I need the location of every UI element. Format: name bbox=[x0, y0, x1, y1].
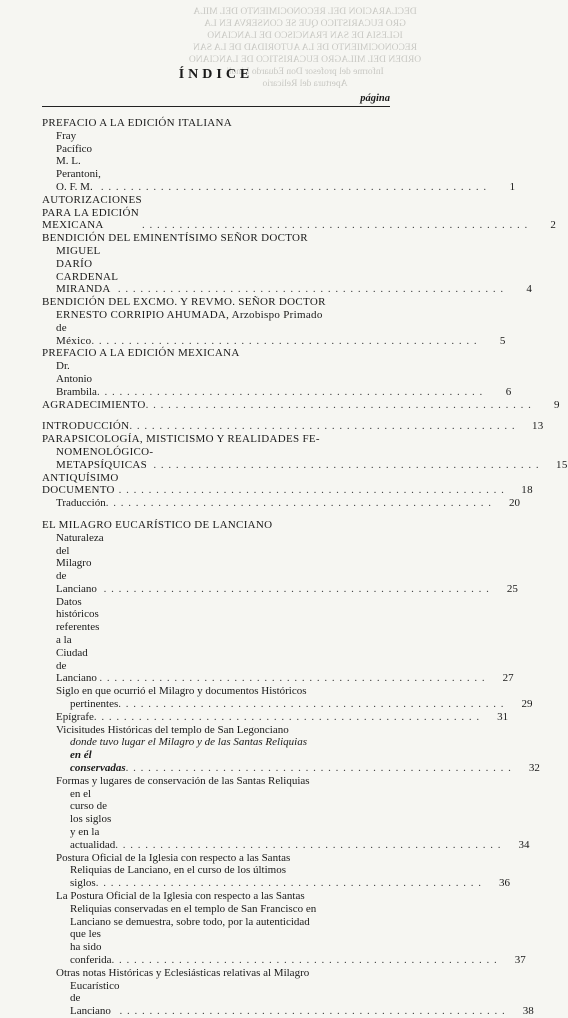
toc-entry-text: de México bbox=[56, 321, 92, 347]
toc-entry bbox=[42, 519, 390, 532]
page-number: 29 bbox=[521, 698, 533, 711]
toc-entry-text: PREFACIO A LA EDICIÓN MEXICANA bbox=[42, 347, 240, 360]
toc-entry-text: en él conservadas bbox=[70, 749, 126, 775]
dot-leader: . . . . . . . . . . . . . . . . . . . . . . . . . . . . . . . . . . . . . . . . . . . . . . . . . . . . bbox=[125, 762, 512, 775]
section-gap bbox=[42, 411, 390, 420]
page-number: 32 bbox=[528, 762, 540, 775]
toc-entry-text: Datos históricos referentes a la Ciudad de Lanciano bbox=[56, 595, 100, 685]
toc-entry-text: NOMENOLÓGICO-METAPSÍQUICAS bbox=[56, 445, 154, 471]
dot-leader: . . . . . . . . . . . . . . . . . . . . . . . . . . . . . . . . . . . . . . . . . . . . . . . . . . . . bbox=[117, 283, 505, 296]
toc-entry-text: Reliquias conservadas en el templo de San Francisco en bbox=[70, 902, 317, 915]
toc-entry bbox=[42, 531, 518, 596]
toc-entry-text: PREFACIO A LA EDICIÓN ITALIANA bbox=[42, 117, 233, 129]
toc-entry-text: pertinentes bbox=[70, 698, 119, 711]
toc-entry-text: Lanciano se demuestra, sobre todo, por la autenticidad bbox=[70, 915, 310, 928]
toc-entry bbox=[42, 232, 533, 296]
ghost-line: GRO EUCARISTICO QUE SE CONSERVA EN LA bbox=[204, 19, 406, 29]
page-number: 2 bbox=[550, 219, 557, 232]
dot-leader: . . . . . . . . . . . . . . . . . . . . . . . . . . . . . . . . . . . . . . . . . . . . . . . . . . . . bbox=[91, 334, 478, 347]
dot-leader: . . . . . . . . . . . . . . . . . . . . . . . . . . . . . . . . . . . . . . . . . . . . . . . . . . . . bbox=[99, 672, 486, 685]
toc-entry-text: Traducción bbox=[56, 497, 106, 510]
dot-leader: . . . . . . . . . . . . . . . . . . . . . . . . . . . . . . . . . . . . . . . . . . . . . . . . . . . . bbox=[115, 838, 502, 851]
toc-entry bbox=[42, 774, 530, 852]
toc-entry bbox=[42, 710, 509, 724]
page-number: 6 bbox=[505, 385, 512, 398]
dot-leader: . . . . . . . . . . . . . . . . . . . . . . . . . . . . . . . . . . . . . . . . . . . . . . . . . . . . bbox=[96, 385, 484, 398]
toc-entry-text: en el curso de los siglos y en la actualidad bbox=[70, 787, 116, 851]
page-number: 36 bbox=[498, 877, 510, 890]
toc-entry bbox=[42, 360, 512, 398]
page-number: 1 bbox=[509, 180, 516, 193]
dot-leader: . . . . . . . . . . . . . . . . . . . . . . . . . . . . . . . . . . . . . . . . . . . . . . . . . . . . bbox=[100, 180, 488, 193]
page-number: 37 bbox=[514, 954, 526, 966]
toc-entry-text: BENDICIÓN DEL EMINENTÍSIMO SEÑOR DOCTOR bbox=[42, 232, 308, 245]
ghost-line: ORDEN DEL MILAGRO EUCARISTICO DE LANCIANO bbox=[188, 55, 422, 65]
table-of-contents bbox=[42, 117, 568, 1018]
page-number: 13 bbox=[531, 420, 544, 433]
dot-leader: . . . . . . . . . . . . . . . . . . . . . . . . . . . . . . . . . . . . . . . . . . . . . . . . . . . . bbox=[141, 219, 529, 232]
toc-entry-text: donde tuvo lugar el Milagro y de las Santas Reliquias bbox=[70, 736, 307, 749]
toc-entry bbox=[42, 851, 510, 890]
page-number: 5 bbox=[499, 334, 506, 347]
toc-entry bbox=[42, 296, 506, 347]
dot-leader: . . . . . . . . . . . . . . . . . . . . . . . . . . . . . . . . . . . . . . . . . . . . . . . . . . . . bbox=[118, 484, 505, 497]
toc-entry-text: que les ha sido conferida bbox=[70, 928, 112, 966]
toc-entry-text: Epígrafe bbox=[56, 710, 94, 723]
page-number: 20 bbox=[508, 497, 520, 510]
toc-entry bbox=[42, 966, 534, 1018]
toc-entry bbox=[42, 471, 533, 498]
toc-entry-text: Siglo en que ocurrió el Milagro y documentos Históricos bbox=[56, 685, 307, 698]
toc-entry-text: Postura Oficial de la Iglesia con respecto a las Santas bbox=[56, 851, 291, 864]
dot-leader: . . . . . . . . . . . . . . . . . . . . . . . . . . . . . . . . . . . . . . . . . . . . . . . . . . . . bbox=[118, 698, 505, 711]
toc-entry-text: BENDICIÓN DEL EXCMO. Y REVMO. SEÑOR DOCTOR bbox=[42, 296, 326, 309]
dot-leader: . . . . . . . . . . . . . . . . . . . . . . . . . . . . . . . . . . . . . . . . . . . . . . . . . . . . bbox=[129, 420, 516, 433]
page-number: 34 bbox=[518, 838, 530, 851]
toc-entry bbox=[42, 595, 514, 686]
page-number: 4 bbox=[526, 283, 533, 296]
toc-entry-text: AUTORIZACIONES PARA LA EDICIÓN MEXICANA bbox=[42, 193, 142, 232]
ghost-line: IGLESIA DE SAN FRANCISCO DE LANCIANO bbox=[207, 31, 403, 41]
toc-entry bbox=[42, 723, 540, 775]
toc-entry bbox=[42, 193, 557, 232]
dot-leader: . . . . . . . . . . . . . . . . . . . . . . . . . . . . . . . . . . . . . . . . . . . . . . . . . . . . bbox=[145, 398, 532, 411]
ghost-line: Informe del profesor Don Eduardo Linoli bbox=[226, 67, 384, 77]
toc-entry-text: Fray Pacífico M. L. Perantoni, O. F. M. bbox=[56, 129, 101, 193]
toc-entry-text: MIGUEL DARÍO CARDENAL MIRANDA bbox=[56, 244, 118, 296]
toc-entry-text: AGRADECIMIENTO bbox=[42, 398, 146, 411]
toc-entry bbox=[42, 890, 526, 967]
page-column-header: página bbox=[42, 92, 390, 107]
section-gap bbox=[42, 510, 390, 519]
toc-entry-text: ANTIQUÍSIMO DOCUMENTO bbox=[42, 471, 119, 497]
toc-entry-text: Otras notas Históricas y Eclesiásticas relativas al Milagro bbox=[56, 966, 310, 979]
toc-entry-text: Dr. Antonio Brambila bbox=[56, 360, 97, 398]
dot-leader: . . . . . . . . . . . . . . . . . . . . . . . . . . . . . . . . . . . . . . . . . . . . . . . . . . . . bbox=[103, 582, 490, 595]
toc-entry-text: Formas y lugares de conservación de las Santas Reliquias bbox=[56, 774, 310, 787]
toc-entry-text: Eucarístico de Lanciano bbox=[70, 979, 120, 1018]
toc-entry-text: PARAPSICOLOGÍA, MISTICISMO Y REALIDADES FE- bbox=[42, 433, 320, 446]
page-number: 25 bbox=[506, 582, 518, 595]
page-number: 38 bbox=[522, 1005, 534, 1018]
page-number: 18 bbox=[521, 484, 533, 497]
page-number: 15 bbox=[556, 458, 568, 471]
toc-entry bbox=[42, 117, 390, 130]
dot-leader: . . . . . . . . . . . . . . . . . . . . . . . . . . . . . . . . . . . . . . . . . . . . . . . . . . . . bbox=[111, 954, 498, 966]
toc-entry bbox=[42, 497, 520, 510]
toc-entry-text: La Postura Oficial de la Iglesia con respecto a las Santas bbox=[56, 890, 305, 903]
page-number: 27 bbox=[502, 672, 514, 685]
index-page bbox=[42, 64, 568, 1018]
toc-entry-text: EL MILAGRO EUCARÍSTICO DE LANCIANO bbox=[42, 518, 273, 531]
dot-leader: . . . . . . . . . . . . . . . . . . . . . . . . . . . . . . . . . . . . . . . . . . . . . . . . . . . . bbox=[153, 458, 540, 471]
ghost-line: RECONOCIMIENTO DE LA AUTORIDAD DE LA SAN bbox=[193, 43, 417, 53]
ghost-line: DECLARACION DEL RECONOCIMIENTO DEL MILA bbox=[193, 7, 417, 17]
dot-leader: . . . . . . . . . . . . . . . . . . . . . . . . . . . . . . . . . . . . . . . . . . . . . . . . . . . . bbox=[105, 497, 492, 510]
toc-entry-text: Vicisitudes Históricas del templo de San Legonciano bbox=[56, 723, 289, 736]
toc-entry bbox=[42, 433, 568, 471]
toc-entry-text: Reliquias de Lanciano, en el curso de los últimos bbox=[70, 864, 286, 877]
toc-entry-text: ERNESTO CORRIPIO AHUMADA, Arzobispo Primado bbox=[56, 308, 323, 321]
toc-entry bbox=[42, 398, 560, 412]
page-number: 9 bbox=[554, 398, 560, 411]
toc-entry bbox=[42, 129, 516, 194]
page-title: ÍNDICE bbox=[178, 67, 254, 82]
page-number: 31 bbox=[497, 710, 509, 723]
ghost-line: Apertura del Relicario bbox=[262, 79, 348, 89]
toc-entry-text: Naturaleza del Milagro de Lanciano bbox=[56, 531, 104, 595]
dot-leader: . . . . . . . . . . . . . . . . . . . . . . . . . . . . . . . . . . . . . . . . . . . . . . . . . . . . bbox=[119, 1005, 506, 1018]
toc-entry-text: INTRODUCCIÓN bbox=[42, 420, 130, 433]
dot-leader: . . . . . . . . . . . . . . . . . . . . . . . . . . . . . . . . . . . . . . . . . . . . . . . . . . . . bbox=[93, 710, 481, 723]
toc-entry bbox=[42, 347, 390, 360]
dot-leader: . . . . . . . . . . . . . . . . . . . . . . . . . . . . . . . . . . . . . . . . . . . . . . . . . . . . bbox=[95, 877, 482, 890]
toc-entry bbox=[42, 420, 544, 433]
toc-entry-text: siglos bbox=[70, 877, 96, 890]
toc-entry bbox=[42, 685, 533, 711]
